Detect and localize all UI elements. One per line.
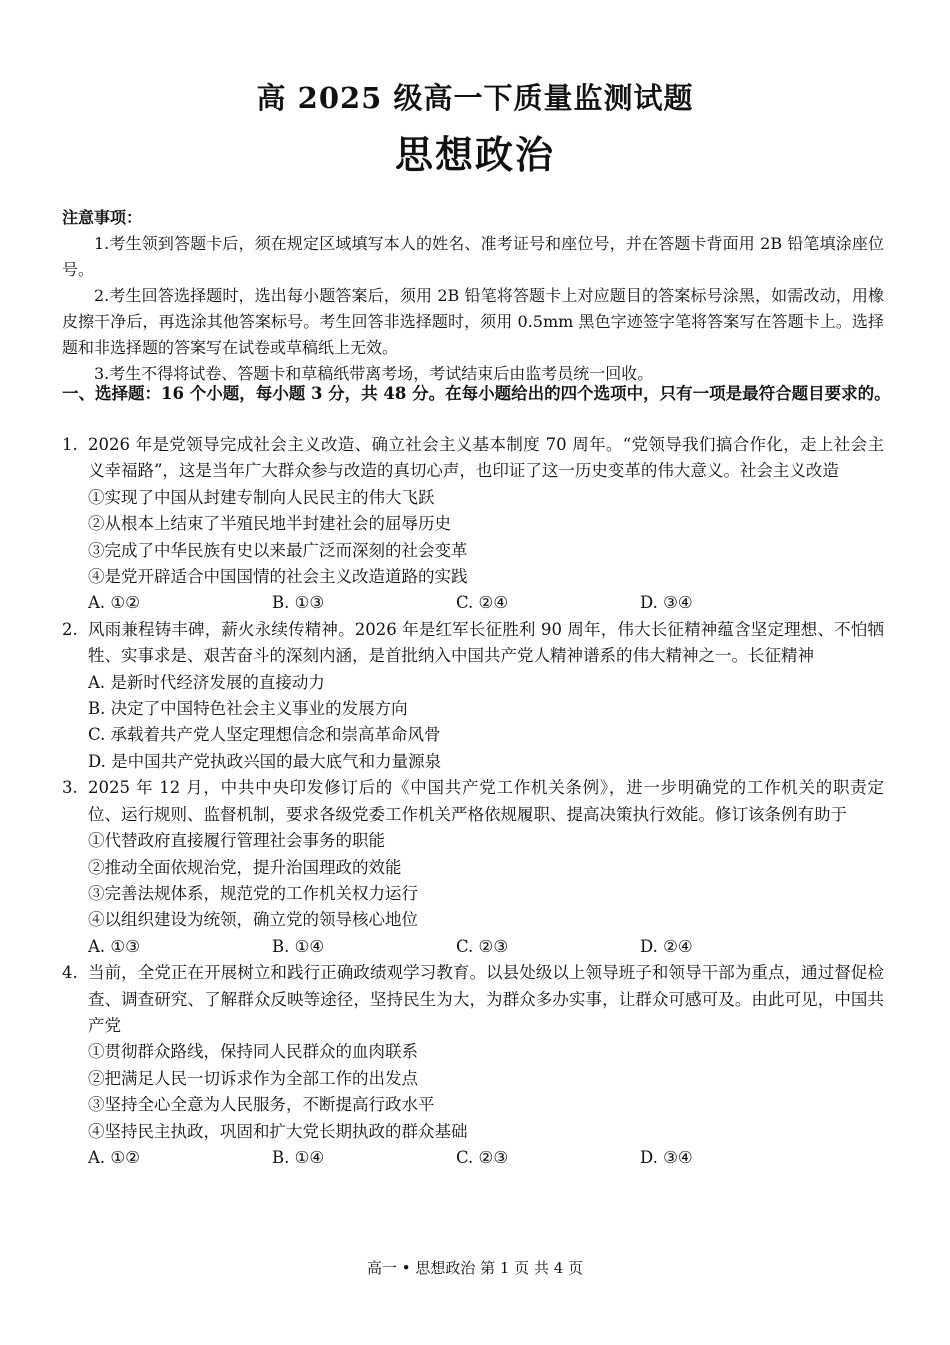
- notice-item: 3.考生不得将试卷、答题卡和草稿纸带离考场，考试结束后由监考员统一回收。: [94, 364, 654, 383]
- answer-choice-d: D. ②④: [640, 936, 693, 956]
- question-stem: 2026 年是党领导完成社会主义改造、确立社会主义基本制度 70 周年。“党领导我们搞合作化，走上社会主义幸福路”，这是当年广大群众参与改造的真切心声，也印证了这一历史变革的伟大意义。社会主义改造: [88, 435, 884, 481]
- page-footer: 高一 • 思想政治 第 1 页 共 4 页: [366, 1259, 584, 1277]
- section-heading: 一、选择题：16 个小题，每小题 3 分，共 48 分。在每小题给出的四个选项中，只有一项是最符合题目要求的。: [62, 384, 891, 403]
- answer-choice-a: A. ①②: [88, 593, 140, 613]
- notice-heading: 注意事项：: [62, 208, 143, 227]
- answer-choice-c: C. ②④: [456, 593, 509, 613]
- notice-item: 2.考生回答选择题时，选出每小题答案后，须用 2B 铅笔将答题卡上对应题目的答案标号涂黑，如需改动，用橡皮擦干净后，再选涂其他答案标号。考生回答非选择题时，须用 0.5mm 黑色字迹签字笔将答案写在答题卡上。选择题和非选择题的答案写在试卷或草稿纸上无效。: [62, 286, 884, 357]
- question-number: 2.: [62, 619, 78, 639]
- exam-title: 高 2025 级高一下质量监测试题: [256, 81, 694, 115]
- statement-option: ④是党开辟适合中国国情的社会主义改造道路的实践: [88, 567, 468, 587]
- answer-choice-d: D. ③④: [640, 1147, 693, 1167]
- answer-choice-a: A. ①②: [88, 1147, 140, 1167]
- answer-choices: [88, 934, 884, 960]
- answer-choice-a: A. ①③: [88, 936, 140, 956]
- question-4: [62, 960, 884, 1171]
- answer-choice-c: C. ②③: [456, 936, 509, 956]
- question-stem: 当前，全党正在开展树立和践行正确政绩观学习教育。以县处级以上领导班子和领导干部为重点，通过督促检查、调查研究、了解群众反映等途径，坚持民生为大，为群众多办实事，让群众可感可及。由此可见，中国共产党: [88, 963, 884, 1035]
- answer-choice-b: B. ①④: [272, 1147, 325, 1167]
- statement-option: ③坚持全心全意为人民服务，不断提高行政水平: [88, 1095, 435, 1115]
- answer-option-a: A. 是新时代经济发展的直接动力: [88, 672, 325, 692]
- answer-option-d: D. 是中国共产党执政兴国的最大底气和力量源泉: [88, 751, 442, 771]
- statement-option: ②推动全面依规治党，提升治国理政的效能: [88, 857, 402, 877]
- answer-choices: [88, 1145, 884, 1171]
- statement-option: ②从根本上结束了半殖民地半封建社会的屈辱历史: [88, 514, 451, 534]
- question-2: [62, 617, 884, 775]
- statement-option: ③完成了中华民族有史以来最广泛而深刻的社会变革: [88, 540, 468, 560]
- statement-option: ①贯彻群众路线，保持同人民群众的血肉联系: [88, 1042, 418, 1062]
- statement-option: ①代替政府直接履行管理社会事务的职能: [88, 831, 385, 851]
- question-number: 1.: [62, 435, 78, 454]
- notice-section: [62, 205, 884, 387]
- question-number: 3.: [62, 778, 78, 798]
- answer-choice-b: B. ①③: [272, 593, 325, 613]
- answer-option-c: C. 承载着共产党人坚定理想信念和崇高革命风骨: [88, 725, 441, 745]
- statement-option: ④坚持民主执政，巩固和扩大党长期执政的群众基础: [88, 1121, 468, 1141]
- notice-item: 1.考生领到答题卡后，须在规定区域填写本人的姓名、准考证号和座位号，并在答题卡背面用 2B 铅笔填涂座位号。: [62, 234, 884, 279]
- answer-choices: [88, 590, 884, 616]
- question-stem: 风雨兼程铸丰碑，薪火永续传精神。2026 年是红军长征胜利 90 周年，伟大长征精神蕴含坚定理想、不怕牺牲、实事求是、艰苦奋斗的深刻内涵，是首批纳入中国共产党人精神谱系的伟大精神之一。长征精神: [88, 619, 884, 666]
- answer-choice-d: D. ③④: [640, 593, 693, 613]
- question-1: [62, 432, 884, 617]
- subject-title: 思想政治: [394, 132, 555, 177]
- question-number: 4.: [62, 963, 78, 983]
- question-list: [62, 432, 884, 1171]
- answer-option-b: B. 决定了中国特色社会主义事业的发展方向: [88, 699, 408, 719]
- statement-option: ④以组织建设为统领，确立党的领导核心地位: [88, 910, 418, 930]
- question-stem: 2025 年 12 月，中共中央印发修订后的《中国共产党工作机关条例》，进一步明确党的工作机关的职责定位、运行规则、监督机制，要求各级党委工作机关严格依规履职、提高决策执行效能。修订该条例有助于: [88, 778, 884, 824]
- question-3: [62, 775, 884, 960]
- answer-choice-c: C. ②③: [456, 1147, 509, 1167]
- answer-choice-b: B. ①④: [272, 936, 325, 956]
- statement-option: ②把满足人民一切诉求作为全部工作的出发点: [88, 1068, 418, 1088]
- statement-option: ①实现了中国从封建专制向人民民主的伟大飞跃: [88, 487, 435, 507]
- statement-option: ③完善法规体系，规范党的工作机关权力运行: [88, 883, 418, 903]
